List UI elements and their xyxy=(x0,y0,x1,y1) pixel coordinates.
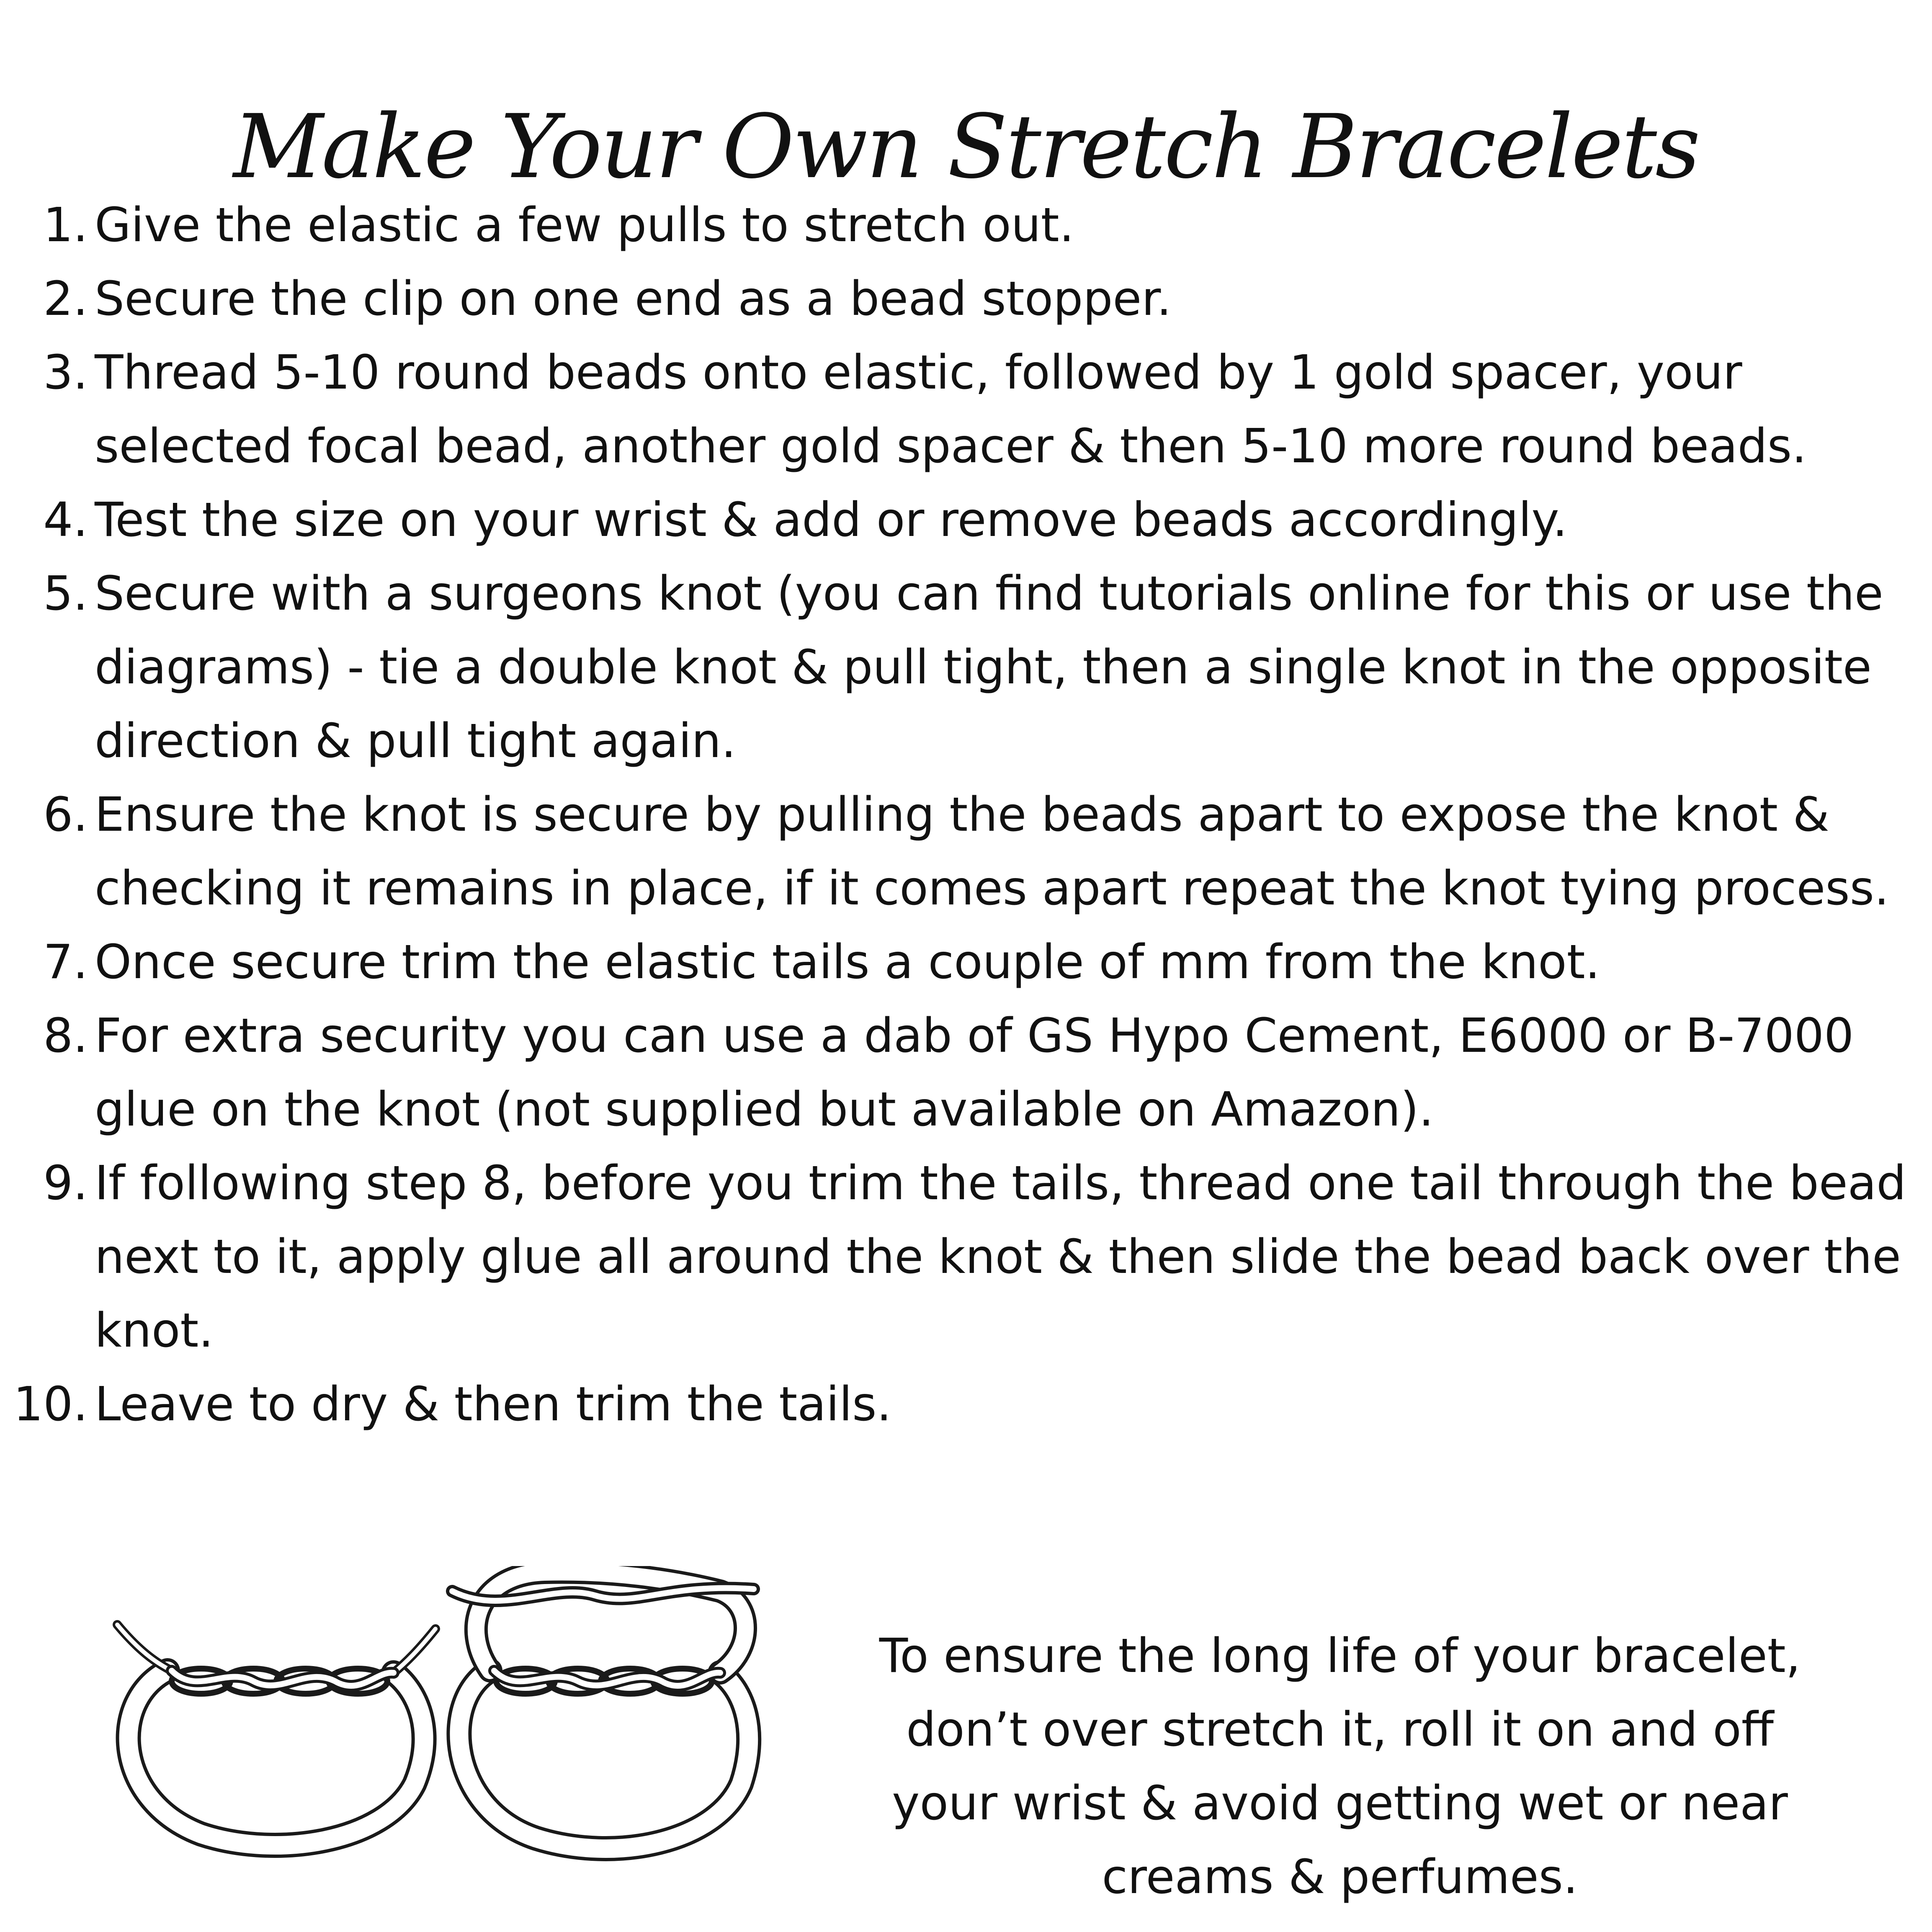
step-number: 1. xyxy=(43,198,88,252)
surgeons-knot-diagram xyxy=(100,1566,770,1868)
step-text: For extra security you can use a dab of GS Hypo Cement, E6000 or B-7000 glue on the knot (not supplied but available on Amazon). xyxy=(95,1009,1854,1137)
step-item xyxy=(0,778,1932,925)
step-text: Ensure the knot is secure by pulling the beads apart to expose the knot & checking it remains in place, if it comes apart repeat the knot tying process. xyxy=(95,788,1889,916)
step-text: Thread 5-10 round beads onto elastic, followed by 1 gold spacer, your selected focal bead, another gold spacer & then 5-10 more round beads. xyxy=(95,345,1807,474)
step-number: 6. xyxy=(43,788,88,842)
step-item xyxy=(0,999,1932,1146)
step-text: If following step 8, before you trim the tails, thread one tail through the bead next to it, apply glue all around the knot & then slide the bead back over the knot. xyxy=(95,1156,1906,1358)
step-number: 9. xyxy=(43,1156,88,1211)
twist-row xyxy=(172,1669,394,1694)
step-item xyxy=(0,1146,1932,1368)
step-text: Test the size on your wrist & add or remove beads accordingly. xyxy=(95,493,1568,547)
twist-row xyxy=(494,1669,720,1694)
step-text: Secure with a surgeons knot (you can find tutorials online for this or use the diagrams) - tie a double knot & pull tight, then a single knot in the opposite direction & pull tight again. xyxy=(95,567,1883,768)
care-note: To ensure the long life of your bracelet, don’t over stretch it, roll it on and off your wrist & avoid getting wet or near creams & perfumes. xyxy=(879,1629,1801,1904)
step-item xyxy=(0,188,1932,262)
step-number: 5. xyxy=(43,567,88,621)
step-text: Give the elastic a few pulls to stretch out. xyxy=(95,198,1074,252)
step-number: 4. xyxy=(43,493,88,547)
step-text: Secure the clip on one end as a bead stopper. xyxy=(95,272,1172,326)
surgeons-knot-figure xyxy=(452,1572,754,1849)
step-item xyxy=(0,336,1932,483)
step-number: 7. xyxy=(43,935,88,989)
step-text: Leave to dry & then trim the tails. xyxy=(95,1377,892,1432)
page-title: Make Your Own Stretch Bracelets xyxy=(233,95,1699,198)
step-item xyxy=(0,262,1932,336)
step-item xyxy=(0,483,1932,557)
steps-list xyxy=(0,188,1932,1441)
step-number: 10. xyxy=(13,1377,88,1432)
step-item xyxy=(0,925,1932,999)
step-number: 8. xyxy=(43,1009,88,1063)
step-text: Once secure trim the elastic tails a couple of mm from the knot. xyxy=(95,935,1600,989)
double-knot-figure xyxy=(117,1625,435,1845)
step-item xyxy=(0,557,1932,778)
step-number: 3. xyxy=(43,345,88,400)
step-number: 2. xyxy=(43,272,88,326)
step-item xyxy=(0,1368,1932,1441)
